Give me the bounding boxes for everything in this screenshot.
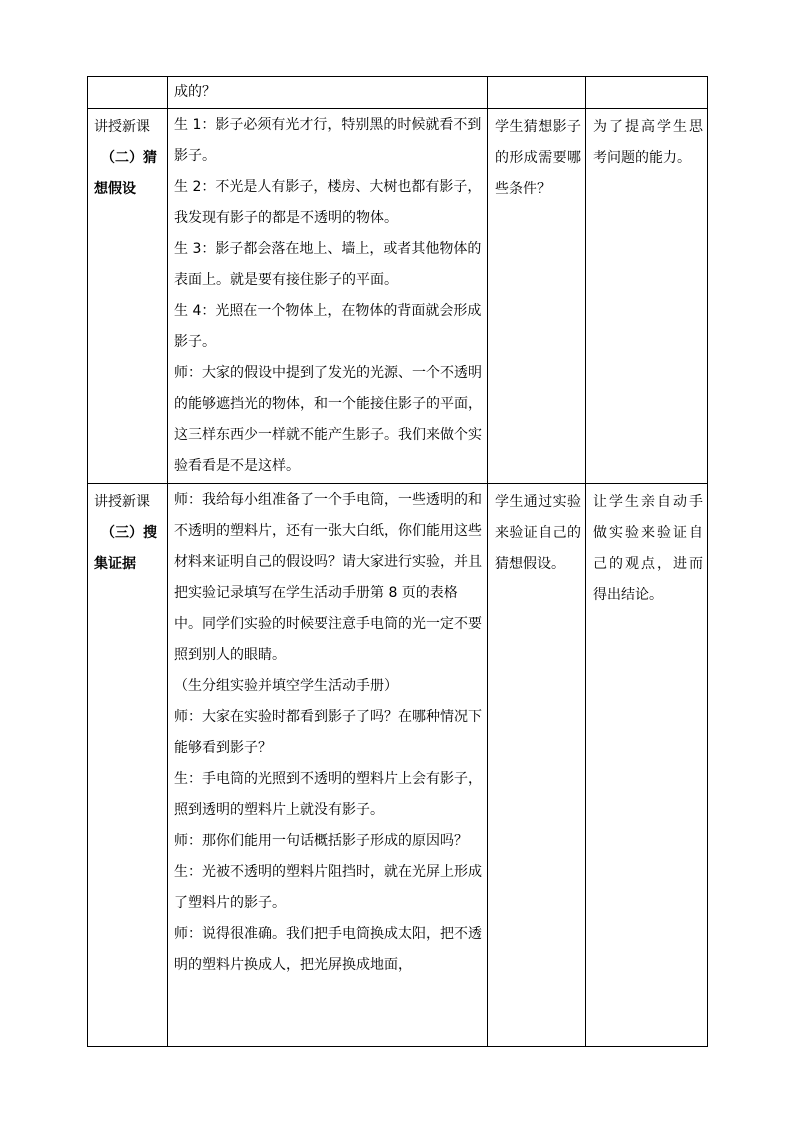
- stage-cell: [88, 77, 168, 109]
- content-paragraph: 师：说得很准确。我们把手电筒换成太阳，把不透明的塑料片换成人，把光屏换成地面，: [174, 926, 482, 973]
- table-row-evidence: [88, 484, 708, 1047]
- table-row-continuation: [88, 77, 708, 109]
- design-intent-cell: [586, 484, 708, 1047]
- content-cell: [168, 484, 488, 1047]
- student-activity-cell: [488, 484, 586, 1047]
- content-cell: [168, 77, 488, 109]
- stage-label-line: （二）猜: [101, 150, 157, 166]
- content-paragraph: 生：光被不透明的塑料片阻挡时，就在光屏上形成了塑料片的影子。: [174, 864, 482, 911]
- design-intent-text: 为了提高学生思考问题的能力。: [593, 119, 703, 166]
- stage-label-line: 集证据: [94, 556, 136, 572]
- design-intent-cell: [586, 77, 708, 109]
- content-paragraph: 师：大家的假设中提到了发光的光源、一个不透明的能够遮挡光的物体，和一个能接住影子的平面，这三样东西少一样就不能产生影子。我们来做个实验看看是不是这样。: [174, 365, 482, 474]
- content-cell: [168, 109, 488, 484]
- student-activity-cell: [488, 109, 586, 484]
- content-paragraph: 成的？: [174, 84, 216, 100]
- content-paragraph: 师：我给每小组准备了一个手电筒，一些透明的和不透明的塑料片，还有一张大白纸，你们能用这些材料来证明自己的假设吗？请大家进行实验，并且把实验记录填写在学生活动手册第 8 页的表格中。同学们实验的时候要注意手电筒的光一定不要照到别人的眼睛。: [174, 492, 482, 663]
- student-activity-cell: [488, 77, 586, 109]
- content-paragraph: 师：那你们能用一句话概括影子形成的原因吗？: [174, 833, 468, 849]
- table-row-hypothesis: [88, 109, 708, 484]
- student-activity-text: 学生猜想影子的形成需要哪些条件？: [495, 119, 581, 197]
- design-intent-cell: [586, 109, 708, 484]
- content-paragraph: 生 1：影子必须有光才行，特别黑的时候就看不到影子。: [174, 117, 482, 164]
- content-paragraph: （生分组实验并填空学生活动手册）: [174, 678, 398, 694]
- student-activity-text: 学生通过实验来验证自己的猜想假设。: [495, 494, 581, 572]
- stage-cell: [88, 109, 168, 484]
- content-paragraph: 生 4：光照在一个物体上，在物体的背面就会形成影子。: [174, 303, 482, 350]
- stage-label-line: 想假设: [94, 181, 136, 197]
- lesson-plan-table: [87, 76, 708, 1047]
- stage-label-line: （三）搜: [101, 525, 157, 541]
- content-paragraph: 生 3：影子都会落在地上、墙上，或者其他物体的表面上。就是要有接住影子的平面。: [174, 241, 482, 288]
- stage-cell: [88, 484, 168, 1047]
- design-intent-text: 让学生亲自动手做实验来验证自己的观点，进而得出结论。: [593, 494, 703, 603]
- content-paragraph: 生 2：不光是人有影子，楼房、大树也都有影子，我发现有影子的都是不透明的物体。: [174, 179, 482, 226]
- content-paragraph: 生：手电筒的光照到不透明的塑料片上会有影子，照到透明的塑料片上就没有影子。: [174, 771, 482, 818]
- stage-label-line: 讲授新课: [94, 119, 150, 135]
- content-paragraph: 师：大家在实验时都看到影子了吗？在哪种情况下能够看到影子？: [174, 709, 482, 756]
- stage-label-line: 讲授新课: [94, 494, 150, 510]
